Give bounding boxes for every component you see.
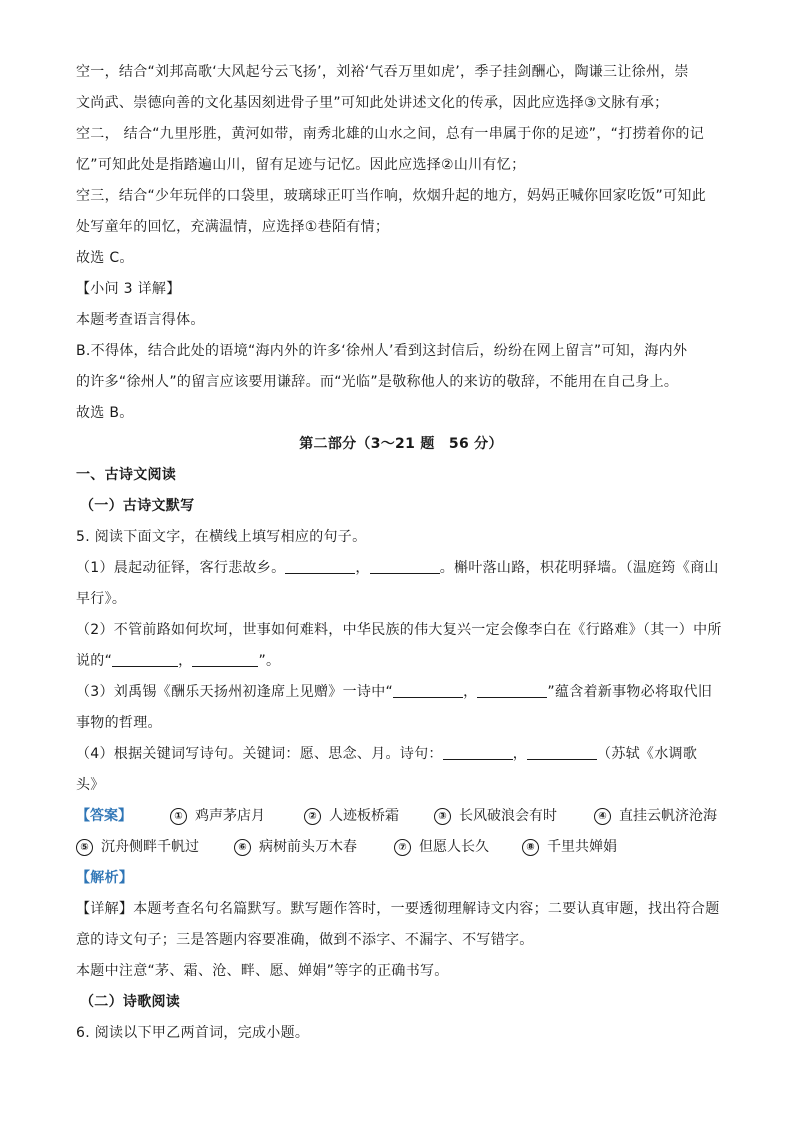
conclusion-line: 故选 C。 <box>76 250 134 266</box>
answer-item: ③ 长风破浪会有时 <box>434 801 594 832</box>
conclusion-line: 故选 B。 <box>76 405 134 421</box>
answer-item: ⑤ 沉舟侧畔千帆过 <box>76 832 234 863</box>
number-badge-icon: ② <box>304 808 321 825</box>
number-badge-icon: ⑤ <box>76 839 93 856</box>
answer-item: ⑥ 病树前头万木春 <box>234 832 394 863</box>
question-stem: 5. 阅读下面文字，在横线上填写相应的句子。 <box>76 529 367 545</box>
answer-item: ② 人迹板桥霜 <box>304 801 434 832</box>
question-line: 事物的哲理。 <box>76 715 162 731</box>
paragraph-line: B.不得体，结合此处的语境“海内外的许多‘徐州人’看到这封信后，纷纷在网上留言”可知，海内外 <box>76 343 688 359</box>
paragraph-line: 的许多“徐州人”的留言应该要用谦辞。而“光临”是敬称他人的来访的敬辞，不能用在自己身上。 <box>76 374 679 390</box>
subsection-heading: （一）古诗文默写 <box>80 498 195 514</box>
answer-row <box>76 801 726 832</box>
answer-item: ⑧ 千里共婵娟 <box>522 832 617 863</box>
paragraph-line: 处写童年的回忆，充满温情，应选择①巷陌有情； <box>76 219 390 235</box>
number-badge-icon: ① <box>170 808 187 825</box>
question-line: 说的“ ， ”。 <box>76 646 726 677</box>
question-line: （1）晨起动征铎，客行悲故乡。 ， 。槲叶落山路，枳花明驿墙。（温庭筠《商山 <box>76 553 726 584</box>
number-badge-icon: ⑦ <box>394 839 411 856</box>
paragraph-line: 【详解】本题考查名句名篇默写。默写题作答时，一要透彻理解诗文内容；二要认真审题，找出符合题 <box>76 901 720 917</box>
answer-label: 【答案】 <box>76 808 132 824</box>
analysis-label: 【解析】 <box>76 870 134 886</box>
number-badge-icon: ⑥ <box>234 839 251 856</box>
question-stem: 6. 阅读以下甲乙两首词，完成小题。 <box>76 1025 310 1041</box>
answer-blank <box>477 679 547 698</box>
answer-item: ⑦ 但愿人长久 <box>394 832 522 863</box>
question-line: （4）根据关键词写诗句。关键词：愿、思念、月。诗句： ， （苏轼《水调歌 <box>76 739 726 770</box>
number-badge-icon: ④ <box>594 808 611 825</box>
answer-item: ① 鸡声茅店月 <box>170 801 304 832</box>
section-title: 第二部分（3～21 题 56 分） <box>299 436 503 452</box>
answer-row <box>76 832 726 863</box>
paragraph-line: 文尚武、崇德向善的文化基因刻进骨子里”可知此处讲述文化的传承，因此应选择③文脉有承； <box>76 95 669 111</box>
answer-blank <box>112 648 178 667</box>
number-badge-icon: ③ <box>434 808 451 825</box>
question-line: 头》 <box>76 777 105 793</box>
paragraph-line: 空三，结合“少年玩伴的口袋里，玻璃球正叮当作响，炊烟升起的地方，妈妈正喊你回家吃饭”可知此 <box>76 188 707 204</box>
subsection-heading: （二）诗歌阅读 <box>80 994 181 1010</box>
paragraph-line: 空二， 结合“九里彤胜，黄河如带，南秀北雄的山水之间，总有一串属于你的足迹”，“打捞着你的记 <box>76 126 705 142</box>
question-line: （3）刘禹锡《酬乐天扬州初逢席上见赠》一诗中“ ， ”蕴含着新事物必将取代旧 <box>76 677 726 708</box>
answer-blank <box>370 555 440 574</box>
number-badge-icon: ⑧ <box>522 839 539 856</box>
paragraph-line: 本题考查语言得体。 <box>76 312 205 328</box>
answer-blank <box>443 741 513 760</box>
answer-blank <box>393 679 463 698</box>
document-page <box>76 57 726 1049</box>
question-line: （2）不管前路如何坎坷，世事如何难料，中华民族的伟大复兴一定会像李白在《行路难》（其一）中所 <box>76 622 722 638</box>
paragraph-line: 忆”可知此处是指踏遍山川，留有足迹与记忆。因此应选择②山川有忆； <box>76 157 526 173</box>
answer-item: ④ 直挂云帆济沧海 <box>594 801 717 832</box>
paragraph-line: 空一，结合“刘邦高歌‘大风起兮云飞扬’，刘裕‘气吞万里如虎’，季子挂剑酬心，陶谦三让徐州，崇 <box>76 64 689 80</box>
subquestion-heading: 【小问 3 详解】 <box>76 281 181 297</box>
answer-blank <box>192 648 258 667</box>
paragraph-line: 本题中注意“茅、霜、沧、畔、愿、婵娟”等字的正确书写。 <box>76 963 449 979</box>
question-line: 早行》。 <box>76 591 127 607</box>
paragraph-line: 意的诗文句子；三是答题内容要准确，做到不添字、不漏字、不写错字。 <box>76 932 534 948</box>
answer-blank <box>285 555 355 574</box>
section-heading: 一、古诗文阅读 <box>76 467 177 483</box>
answer-blank <box>527 741 597 760</box>
